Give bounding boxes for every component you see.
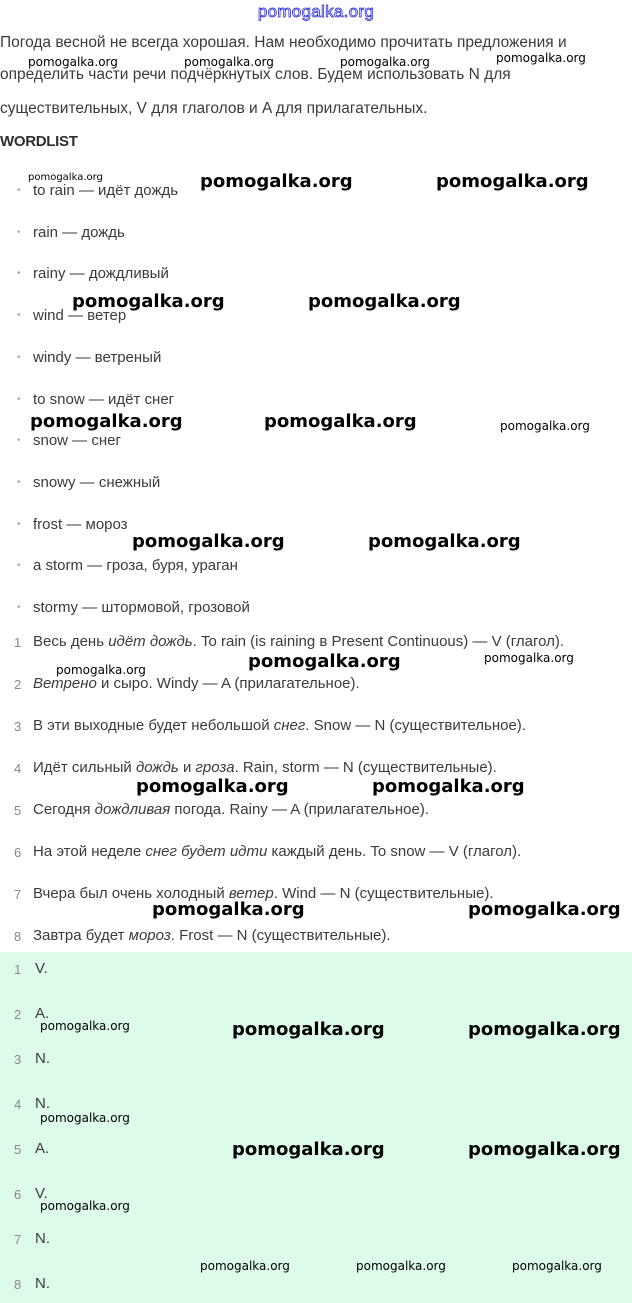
sentence-number: 1 (14, 635, 22, 650)
sentence (33, 633, 564, 650)
sentence-text: . Snow — N (существительное). (305, 717, 526, 734)
watermark-text: pomogalka.org (40, 1019, 130, 1033)
watermark-text: pomogalka.org (248, 651, 401, 672)
bullet-icon: • (17, 393, 21, 405)
wordlist-item: stormy — штормовой, грозовой (33, 599, 250, 616)
underlined-word: дождь (135, 759, 179, 776)
sentence-text: каждый день. To snow — V (глагол). (267, 843, 522, 860)
watermark-text: pomogalka.org (500, 419, 590, 433)
watermark-text: pomogalka.org (40, 1199, 130, 1213)
watermark-text: pomogalka.org (232, 1139, 385, 1160)
sentence (33, 759, 497, 776)
answer-number: 4 (14, 1097, 22, 1112)
sentence-text: и (178, 759, 196, 776)
sentence-text: Завтра будет (33, 927, 129, 944)
watermark-text: pomogalka.org (372, 776, 525, 797)
watermark-text: pomogalka.org (308, 291, 461, 312)
wordlist-item: snowy — снежный (33, 473, 161, 491)
answer-value: N. (35, 1095, 50, 1112)
wordlist-item: rainy — дождливый (33, 265, 169, 283)
watermark-text: pomogalka.org (72, 291, 225, 312)
answer-value: A. (35, 1005, 50, 1022)
sentence-text: Сегодня (33, 801, 95, 818)
wordlist-item: to rain — идёт дождь (33, 182, 179, 199)
intro-line-1: Погода весной не всегда хорошая. Нам необходимо прочитать предложения и (0, 34, 567, 51)
sentence-text: Весь день (33, 633, 109, 650)
watermark-text: pomogalka.org (484, 651, 574, 665)
answer-number: 8 (14, 1277, 22, 1292)
watermark-text: pomogalka.org (28, 172, 103, 183)
wordlist-item: rain — дождь (33, 223, 125, 241)
sentence (33, 927, 391, 944)
watermark-text: pomogalka.org (264, 411, 417, 432)
underlined-word: Ветрено (33, 675, 97, 692)
watermark-text: pomogalka.org (28, 55, 118, 69)
bullet-icon: • (17, 351, 21, 363)
answer-number: 1 (14, 962, 22, 977)
watermark-text: pomogalka.org (436, 171, 589, 192)
answer-number: 7 (14, 1232, 22, 1247)
wordlist-item: a storm — гроза, буря, ураган (33, 557, 238, 575)
watermark-text: pomogalka.org (40, 1111, 130, 1125)
wordlist-item: snow — снег (33, 432, 121, 450)
watermark-text: pomogalka.org (136, 776, 289, 797)
sentence-text: . Frost — N (существительные). (170, 927, 391, 944)
watermark-text: pomogalka.org (132, 531, 285, 552)
watermark-text: pomogalka.org (496, 51, 586, 65)
sentence-number: 6 (14, 845, 22, 860)
underlined-word: идёт дождь (108, 633, 193, 650)
sentence-number: 4 (14, 761, 22, 776)
answer-value: N. (35, 1230, 50, 1247)
wordlist-item: to snow — идёт снег (33, 390, 175, 408)
bullet-icon: • (17, 602, 21, 613)
bullet-icon: • (17, 518, 21, 530)
watermark-text: pomogalka.org (340, 55, 430, 69)
sentence-number: 8 (14, 929, 22, 944)
bullet-icon: • (17, 435, 21, 447)
sentence-number: 7 (14, 887, 22, 902)
sentence-text: Идёт сильный (33, 759, 136, 776)
sentence-number: 5 (14, 803, 22, 818)
wordlist-heading: WORDLIST (0, 133, 78, 150)
sentence-text: . To rain (is raining в Present Continuous) — V (глагол). (192, 633, 565, 650)
bullet-icon: • (17, 226, 21, 238)
sentence (33, 801, 429, 818)
answer-value: A. (35, 1140, 50, 1157)
bullet-icon: • (17, 310, 21, 322)
watermark-text: pomogalka.org (356, 1259, 446, 1273)
watermark-text: pomogalka.org (200, 1259, 290, 1273)
underlined-word: мороз (128, 927, 171, 944)
answer-value: V. (35, 960, 48, 977)
wordlist-item: wind — ветер (33, 307, 127, 325)
watermark-text: pomogalka.org (512, 1259, 602, 1273)
watermark-text: pomogalka.org (368, 531, 521, 552)
watermark-text: pomogalka.org (30, 411, 183, 432)
answer-value: N. (35, 1050, 50, 1067)
answer-number: 3 (14, 1052, 22, 1067)
sentence (33, 843, 521, 860)
sentence-text: В эти выходные будет небольшой (33, 717, 274, 734)
bullet-icon: • (17, 476, 21, 488)
watermark-text: pomogalka.org (468, 899, 621, 920)
watermark-text: pomogalka.org (152, 899, 305, 920)
sentence-text: погода. Rainy — A (прилагательное). (170, 801, 429, 818)
sentence-number: 2 (14, 677, 22, 692)
underlined-word: дождливая (94, 801, 171, 818)
answer-value: N. (35, 1275, 50, 1292)
wordlist-item: frost — мороз (33, 515, 128, 533)
answer-number: 5 (14, 1142, 22, 1157)
underlined-word: ветер (228, 885, 274, 902)
bullet-icon: • (17, 185, 21, 196)
intro-line-2: определить части речи подчёркнутых слов. Будем использовать N для (0, 66, 511, 83)
bullet-icon: • (17, 560, 21, 572)
bullet-icon: • (17, 268, 21, 280)
underlined-word: снег будет идти (145, 843, 268, 860)
answers-panel (0, 952, 632, 1303)
sentence-text: На этой неделе (33, 843, 146, 860)
watermark-text: pomogalka.org (200, 171, 353, 192)
sentence (33, 717, 526, 734)
site-logo[interactable]: pomogalka.org (257, 2, 375, 21)
sentence (33, 675, 360, 692)
watermark-text: pomogalka.org (468, 1139, 621, 1160)
wordlist-item: windy — ветреный (33, 348, 162, 366)
underlined-word: снег (273, 717, 306, 734)
sentence-text: . Wind — N (существительные). (273, 885, 494, 902)
intro-line-3: существительных, V для глаголов и A для прилагательных. (0, 100, 428, 117)
answer-number: 2 (14, 1007, 22, 1022)
underlined-word: гроза (195, 759, 235, 776)
sentence-text: . Rain, storm — N (существительные). (234, 759, 497, 776)
watermark-text: pomogalka.org (56, 663, 146, 677)
sentence-number: 3 (14, 719, 22, 734)
watermark-text: pomogalka.org (184, 55, 274, 69)
answer-number: 6 (14, 1187, 22, 1202)
sentence-text: Вчера был очень холодный (33, 885, 229, 902)
sentence-text: и сыро. Windy — A (прилагательное). (96, 675, 360, 692)
watermark-text: pomogalka.org (232, 1019, 385, 1040)
watermark-text: pomogalka.org (468, 1019, 621, 1040)
answer-value: V. (35, 1185, 48, 1202)
